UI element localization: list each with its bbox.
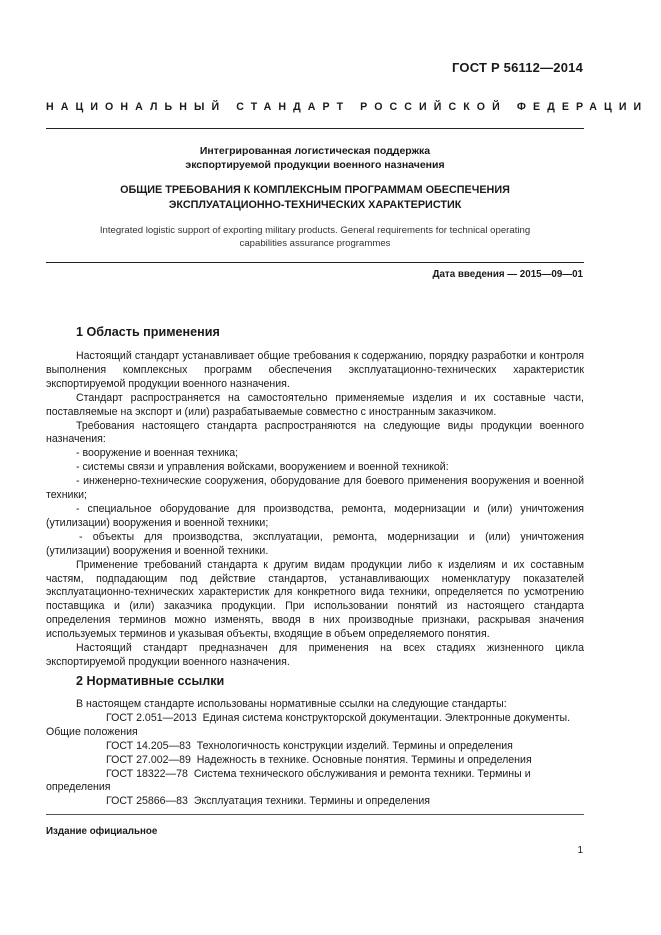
page-number: 1 [577,845,583,856]
document-title [46,183,584,212]
reference-code: ГОСТ 2.051—2013 [106,711,197,724]
section-2-heading: 2 Нормативные ссылки [76,674,225,688]
list-item: - объекты для производства, эксплуатации, ремонта, модернизации и (или) уничтожения (утилизации) вооружения и военной техники. [46,530,584,557]
subtitle-line-1: Интегрированная логистическая поддержка [199,145,431,157]
reference-title: Надежность в технике. Основные понятия. Термины и определения [196,753,532,766]
english-title-line-2: capabilities assurance programmes [239,238,391,249]
list-item: - вооружение и военная техника; [76,447,239,460]
title-divider [46,262,584,263]
english-title [46,224,584,250]
reference-item [46,740,584,754]
paragraph: Настоящий стандарт устанавливает общие требования к содержанию, порядку разработки и контроля выполнения комплексных программ обеспечения эксплуатационно-технических характеристик экспортируемой продукции военного назначения. [46,350,584,390]
national-standard-banner: НАЦИОНАЛЬНЫЙ СТАНДАРТ РОССИЙСКОЙ ФЕДЕРАЦИИ [46,101,649,113]
english-title-line-1: Integrated logistic support of exporting military products. General requirements for technical operating [99,225,531,236]
section-2-body [46,698,584,809]
reference-item [46,712,584,740]
reference-title: Технологичность конструкции изделий. Термины и определения [196,739,513,752]
title-line-1: ОБЩИЕ ТРЕБОВАНИЯ К КОМПЛЕКСНЫМ ПРОГРАММАМ ОБЕСПЕЧЕНИЯ [120,184,510,196]
paragraph: В настоящем стандарте использованы нормативные ссылки на следующие стандарты: [76,698,507,710]
reference-code: ГОСТ 25866—83 [106,795,188,808]
introduction-date: Дата введения — 2015—09—01 [432,269,583,280]
paragraph: Требования настоящего стандарта распространяются на следующие виды продукции военного назначения: [46,419,584,446]
document-code: ГОСТ Р 56112—2014 [452,60,583,75]
top-divider [46,128,584,129]
paragraph: Применение требований стандарта к другим видам продукции либо к изделиям и их составным частям, подпадающим под действие стандартов, устанавливающих номенклатуру показателей эксплуатационно-технических характеристик для конкретного вида техники, определяется по усмотрению поставщика и (или) заказчика продукции. При использовании понятий из настоящего стандарта определения терминов можно изменять, вводя в них производные признаки, раскрывая значения используемых терминов и указывая объекты, входящие в объем определяемого понятия. [46,558,584,641]
reference-item [46,768,584,796]
footer-divider [46,814,584,815]
list-item: - специальное оборудование для производства, ремонта, модернизации и (или) уничтожения (утилизации) вооружения и военной техники; [46,502,584,529]
section-1-body [46,350,584,670]
reference-code: ГОСТ 27.002—89 [106,753,191,766]
reference-code: ГОСТ 14.205—83 [106,739,191,752]
title-line-2: ЭКСПЛУАТАЦИОННО-ТЕХНИЧЕСКИХ ХАРАКТЕРИСТИК [168,198,462,211]
paragraph: Стандарт распространяется на самостоятельно применяемые изделия и их составные части, поставляемые на экспорт и (или) разрабатываемые совместно с иностранным заказчиком. [46,391,584,418]
official-edition-label: Издание официальное [46,826,158,837]
subtitle-line-2: экспортируемой продукции военного назначения [185,159,445,171]
reference-title: Единая система конструкторской документации. Электронные документы. Общие положения [46,711,571,738]
reference-item [46,754,584,768]
document-subtitle [46,144,584,172]
reference-title: Эксплуатация техники. Термины и определения [193,795,431,808]
list-item: - системы связи и управления войсками, вооружением и военной техникой: [76,461,449,474]
reference-code: ГОСТ 18322—78 [106,767,188,780]
paragraph: Настоящий стандарт предназначен для применения на всех стадиях жизненного цикла экспортируемой продукции военного назначения. [46,642,584,668]
reference-title: Система технического обслуживания и ремонта техники. Термины и определения [46,767,531,794]
reference-item [46,795,584,809]
section-1-heading: 1 Область применения [76,325,220,339]
list-item: - инженерно-технические сооружения, оборудование для боевого применения вооружения и военной техники; [46,475,584,502]
